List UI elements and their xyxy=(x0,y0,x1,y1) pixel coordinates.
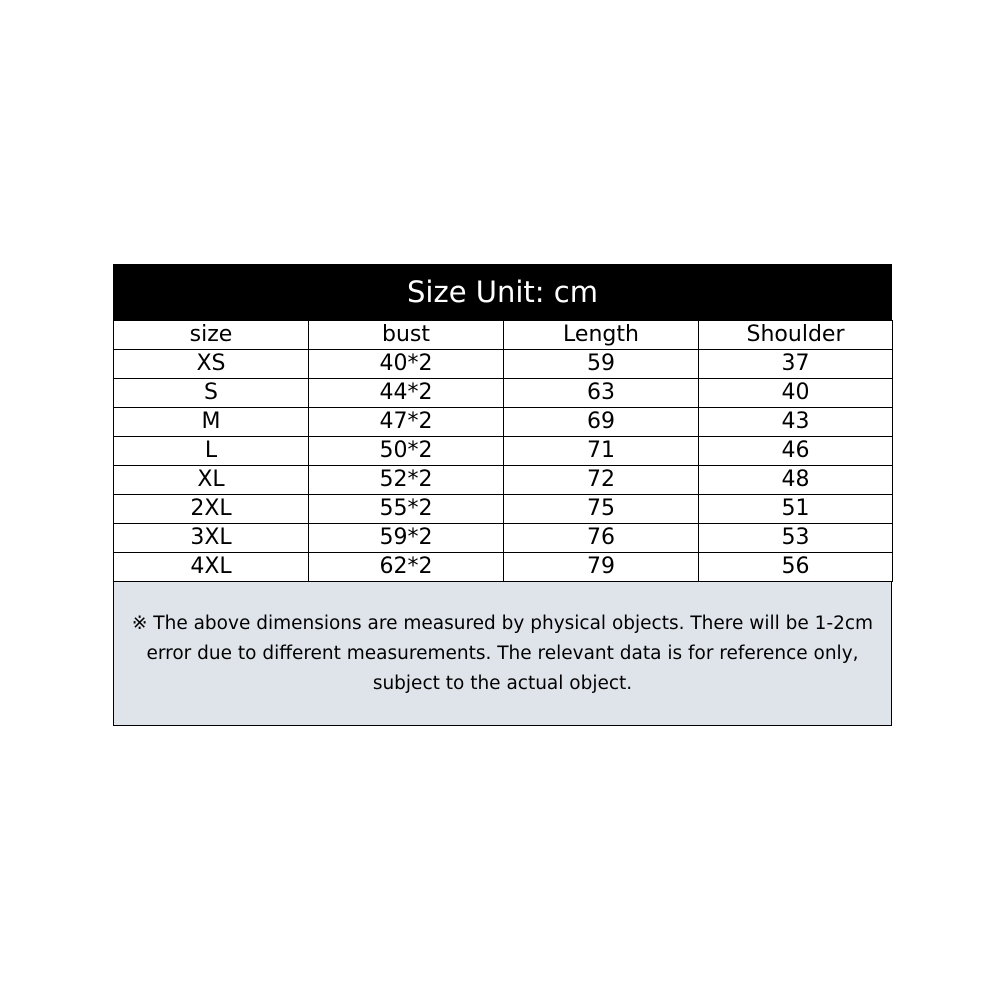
table-cell: 46 xyxy=(699,437,893,466)
table-cell: 62*2 xyxy=(309,553,504,582)
table-row xyxy=(114,437,893,466)
size-chart xyxy=(113,264,892,726)
table-cell: 79 xyxy=(504,553,699,582)
table-cell: 69 xyxy=(504,408,699,437)
table-cell: 4XL xyxy=(114,553,309,582)
table-cell: S xyxy=(114,379,309,408)
table-cell: 50*2 xyxy=(309,437,504,466)
table-cell: 56 xyxy=(699,553,893,582)
table-cell: 72 xyxy=(504,466,699,495)
measurement-note xyxy=(113,582,892,726)
size-table xyxy=(113,320,893,582)
table-header-row xyxy=(114,321,893,350)
table-row xyxy=(114,553,893,582)
header-cell: bust xyxy=(309,321,504,350)
table-cell: 44*2 xyxy=(309,379,504,408)
table-cell: 40 xyxy=(699,379,893,408)
table-cell: 51 xyxy=(699,495,893,524)
header-cell: Shoulder xyxy=(699,321,893,350)
table-cell: L xyxy=(114,437,309,466)
table-cell: 63 xyxy=(504,379,699,408)
table-row xyxy=(114,495,893,524)
table-cell: 37 xyxy=(699,350,893,379)
table-row xyxy=(114,408,893,437)
size-chart-title: Size Unit: cm xyxy=(113,264,892,320)
table-cell: 71 xyxy=(504,437,699,466)
table-row xyxy=(114,379,893,408)
table-cell: XS xyxy=(114,350,309,379)
table-cell: 75 xyxy=(504,495,699,524)
table-cell: 47*2 xyxy=(309,408,504,437)
table-cell: 59*2 xyxy=(309,524,504,553)
table-cell: 40*2 xyxy=(309,350,504,379)
table-cell: 3XL xyxy=(114,524,309,553)
table-cell: 76 xyxy=(504,524,699,553)
header-cell: Length xyxy=(504,321,699,350)
header-cell: size xyxy=(114,321,309,350)
table-cell: M xyxy=(114,408,309,437)
table-cell: 53 xyxy=(699,524,893,553)
table-row xyxy=(114,524,893,553)
table-row xyxy=(114,350,893,379)
table-cell: 59 xyxy=(504,350,699,379)
table-cell: 48 xyxy=(699,466,893,495)
table-row xyxy=(114,466,893,495)
table-cell: XL xyxy=(114,466,309,495)
table-cell: 52*2 xyxy=(309,466,504,495)
table-cell: 43 xyxy=(699,408,893,437)
table-cell: 55*2 xyxy=(309,495,504,524)
table-cell: 2XL xyxy=(114,495,309,524)
measurement-note-text: ※ The above dimensions are measured by physical objects. There will be 1-2cm error due to different measurements. The relevant data is for reference only, subject to the actual object. xyxy=(131,612,874,694)
